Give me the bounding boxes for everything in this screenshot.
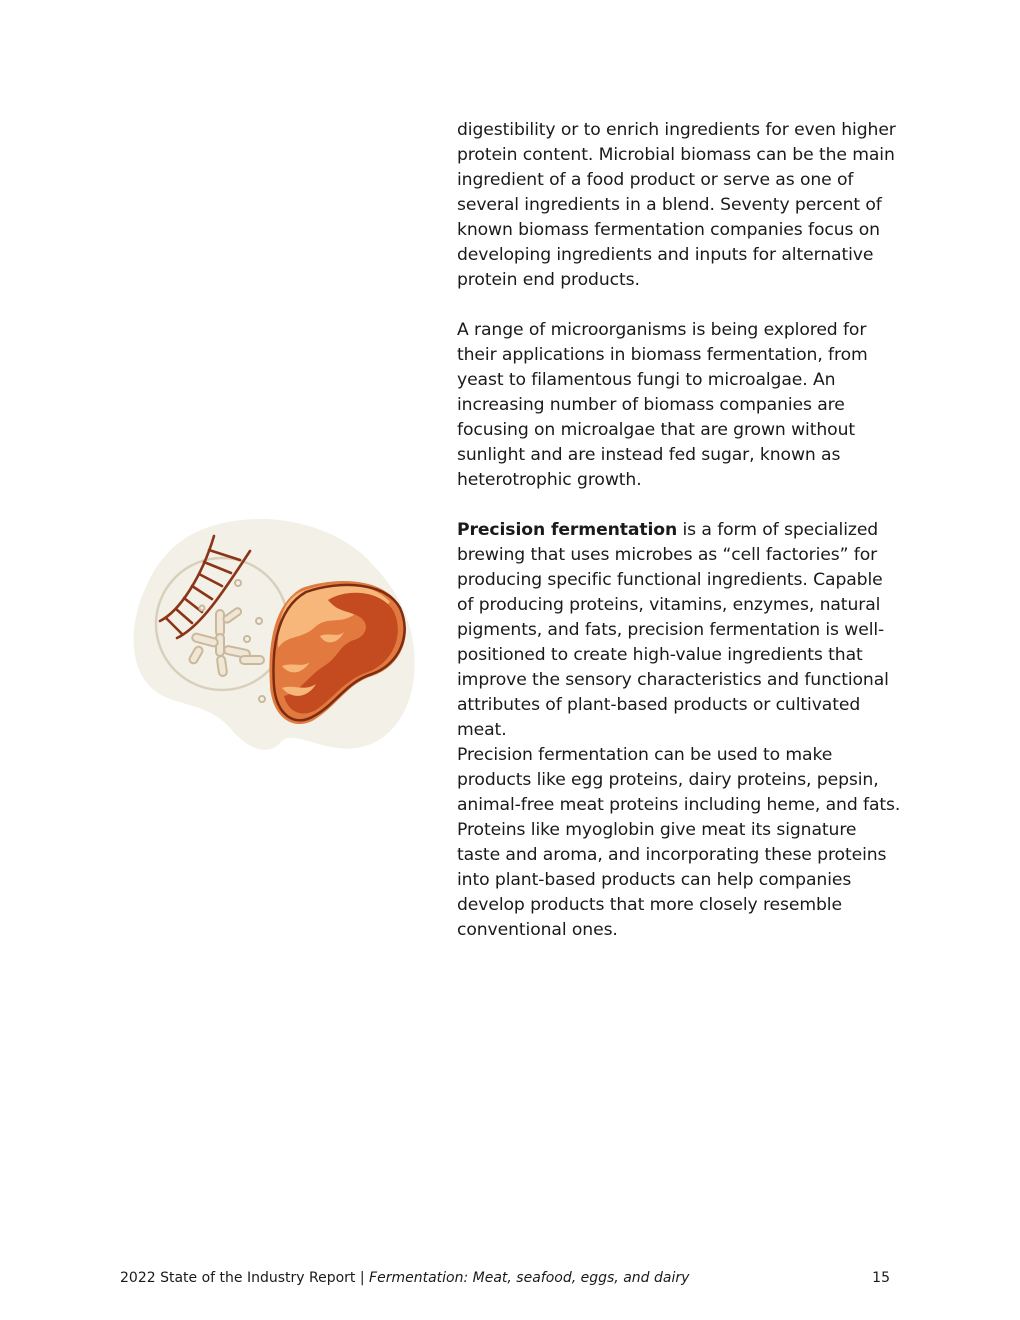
paragraph-text: Precision fermentation can be used to make products like egg proteins, dairy proteins, pepsin, animal-free meat proteins including heme, and fats. Proteins like myoglobin give meat its signature taste and aroma, and incorporating these proteins into plant-based products can help companies develop products that more closely resemble conventional ones. <box>457 745 901 940</box>
paragraph-microorganisms <box>457 318 902 493</box>
paragraph-text <box>457 518 902 743</box>
footer-report-title <box>120 1268 689 1288</box>
paragraph-text: A range of microorganisms is being explored for their applications in biomass fermentation, from yeast to filamentous fungi to microalgae. An increasing number of biomass companies are focusing on microalgae that are grown without sunlight and are instead fed sugar, known as heterotrophic growth. <box>457 320 868 490</box>
paragraph-precision-products <box>457 743 902 943</box>
paragraph-text: digestibility or to enrich ingredients for even higher protein content. Microbial biomass can be the main ingredient of a food product or serve as one of several ingredients in a blend. Seventy percent of known biomass fermentation companies focus on developing ingredients and inputs for alternative protein end products. <box>457 120 896 290</box>
footer-title-text: 2022 State of the Industry Report | <box>120 1270 370 1286</box>
paragraph-biomass-uses <box>457 118 902 293</box>
paragraph-text-rest: is a form of specialized brewing that uses microbes as “cell factories” for producing specific functional ingredients. Capable of producing proteins, vitamins, enzymes, natural pigments, and fats, precision fermentation is well-positioned to create high-value ingredients that improve the sensory characteristics and functional attributes of plant-based products or cultivated meat. <box>457 520 889 740</box>
fermentation-illustration <box>132 516 417 778</box>
page-number: 15 <box>872 1270 890 1286</box>
term-precision-fermentation: Precision fermentation <box>457 520 678 540</box>
footer-subtitle: Fermentation: Meat, seafood, eggs, and dairy <box>369 1270 690 1286</box>
paragraph-precision-fermentation <box>457 518 902 743</box>
